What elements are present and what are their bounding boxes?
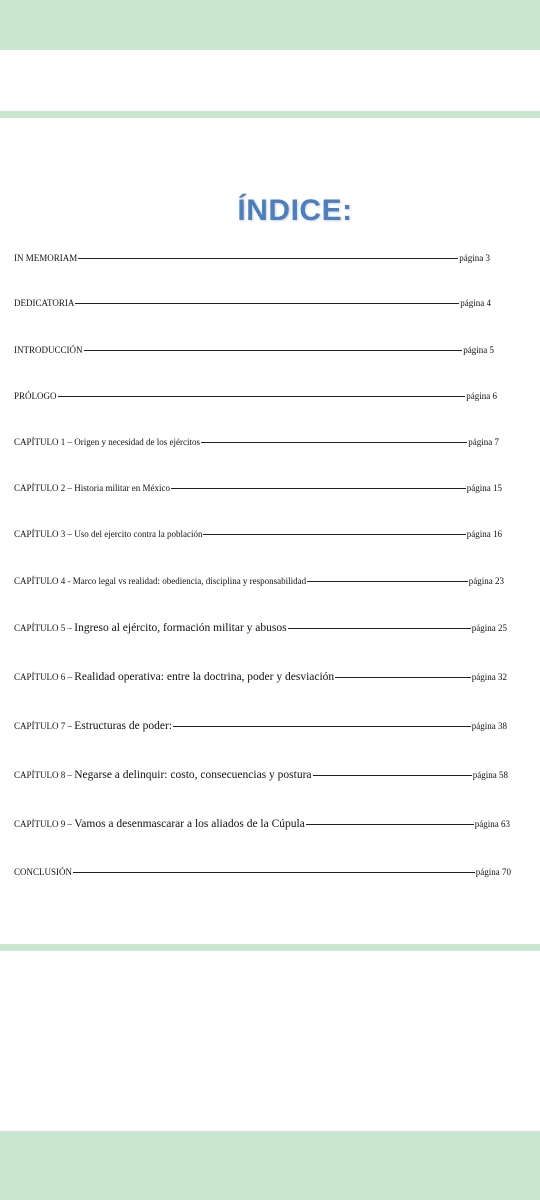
toc-entry-label: CONCLUSIÓN (14, 867, 73, 877)
toc-entry-label: CAPÍTULO 3 – Uso del ejercito contra la población (14, 529, 203, 539)
toc-entry (14, 528, 502, 540)
toc-entry-label: CAPÍTULO 5 – Ingreso al ejército, formación militar y abusos (14, 622, 287, 634)
toc-page-number: página 16 (466, 529, 502, 539)
toc-leader-line (58, 396, 466, 397)
toc-page-number: página 23 (468, 576, 504, 586)
toc-page-number: página 70 (475, 867, 511, 877)
toc-entry (14, 866, 511, 878)
toc-entry (14, 769, 508, 781)
toc-entry (14, 297, 491, 309)
toc-entry (14, 720, 507, 732)
toc-entry-label: CAPÍTULO 1 – Origen y necesidad de los ejércitos (14, 437, 200, 447)
toc-page-number: página 4 (460, 298, 491, 308)
toc-entry (14, 482, 502, 494)
toc-leader-line (307, 581, 468, 582)
toc-entry-label: CAPÍTULO 7 – Estructuras de poder: (14, 720, 172, 732)
toc-page-number: página 6 (466, 391, 497, 401)
toc-leader-line (75, 303, 459, 304)
toc-page-number: página 7 (468, 437, 499, 447)
top-green-band (0, 0, 540, 50)
toc-leader-line (306, 824, 474, 825)
toc-leader-line (201, 442, 467, 443)
index-title: ÍNDICE: (237, 194, 353, 227)
toc-page-number: página 3 (459, 253, 490, 263)
toc-page-number: página 58 (472, 770, 508, 780)
toc-entry-label: INTRODUCCIÓN (14, 345, 83, 355)
toc-entry-label: CAPÍTULO 9 – Vamos a desenmascarar a los aliados de la Cúpula (14, 818, 305, 830)
toc-entry (14, 252, 490, 264)
toc-leader-line (335, 677, 471, 678)
header-divider-stripe (0, 111, 540, 118)
toc-entry-label: CAPÍTULO 8 – Negarse a delinquir: costo, consecuencias y postura (14, 769, 312, 781)
toc-leader-line (288, 628, 471, 629)
toc-leader-line (73, 872, 475, 873)
toc-page-number: página 5 (463, 345, 494, 355)
toc-entry-label: CAPÍTULO 6 – Realidad operativa: entre la doctrina, poder y desviación (14, 671, 335, 683)
toc-entry (14, 818, 510, 830)
footer-divider-stripe (0, 944, 540, 951)
toc-page-number: página 63 (474, 819, 510, 829)
toc-page-number: página 15 (466, 483, 502, 493)
toc-leader-line (84, 350, 463, 351)
toc-entry-label: DEDICATORIA (14, 298, 75, 308)
toc-leader-line (203, 534, 465, 535)
toc-page-number: página 32 (471, 672, 507, 682)
toc-entry-label: IN MEMORIAM (14, 253, 78, 263)
toc-entry-label: CAPÍTULO 2 – Historia militar en México (14, 483, 170, 493)
toc-leader-line (171, 488, 466, 489)
toc-entry (14, 671, 507, 683)
toc-page-number: página 38 (471, 721, 507, 731)
toc-entry (14, 344, 494, 356)
toc-entry (14, 436, 499, 448)
toc-entry-label: CAPÍTULO 4 - Marco legal vs realidad: obediencia, disciplina y responsabilidad (14, 576, 307, 586)
toc-leader-line (313, 775, 472, 776)
toc-entry (14, 622, 507, 634)
toc-leader-line (78, 258, 458, 259)
toc-entry-label: PRÓLOGO (14, 391, 57, 401)
toc-page-number: página 25 (471, 623, 507, 633)
toc-entry (14, 390, 497, 402)
bottom-green-band (0, 1131, 540, 1200)
toc-leader-line (173, 726, 471, 727)
toc-entry (14, 575, 504, 587)
